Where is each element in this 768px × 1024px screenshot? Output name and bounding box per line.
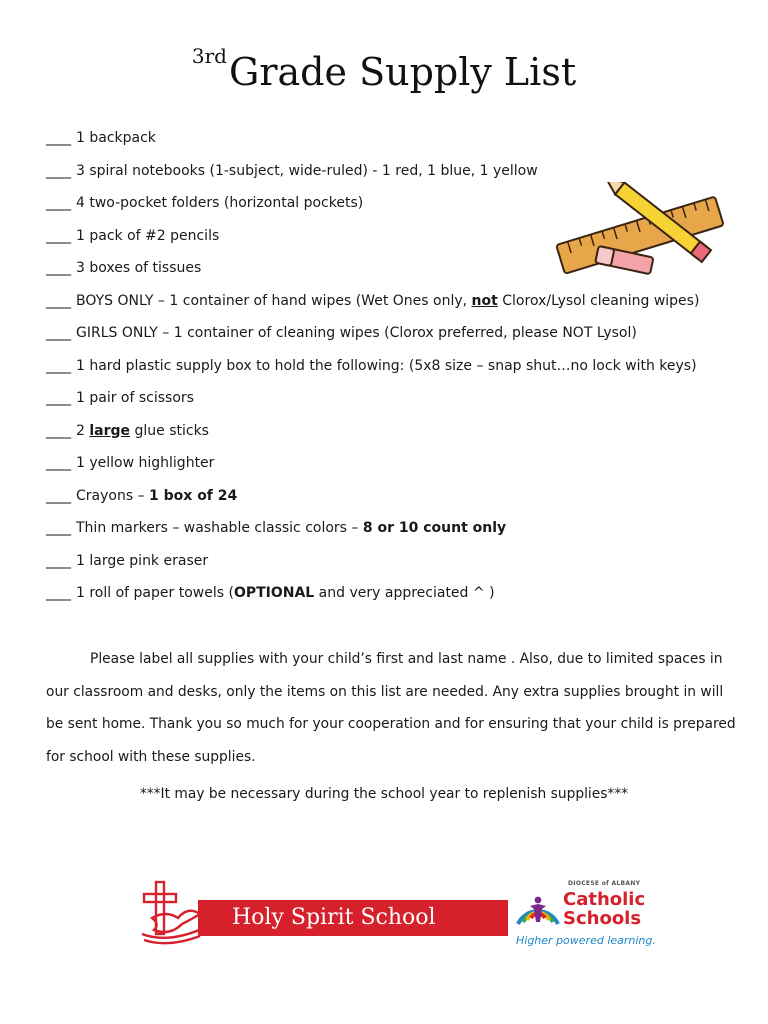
list-item: ____ Crayons – 1 box of 24: [46, 487, 238, 504]
list-item: ____ 1 yellow highlighter: [46, 455, 215, 471]
ruler-pencil-eraser-illustration: [552, 182, 728, 280]
list-item: ____ 1 pack of #2 pencils: [46, 227, 220, 244]
list-item: ____ GIRLS ONLY – 1 container of cleaning wipes (Clorox preferred, please NOT Lysol): [46, 325, 637, 341]
page-title: [0, 44, 768, 94]
list-item: ____ 1 pair of scissors: [46, 390, 194, 406]
list-item: ____ 1 backpack: [46, 130, 156, 146]
catholic-schools-logo: [512, 878, 564, 936]
school-name: Holy Spirit School: [232, 905, 436, 930]
replenish-note: ***It may be necessary during the school year to replenish supplies***: [139, 786, 629, 802]
catholic-schools-tagline: Higher powered learning.: [516, 934, 656, 947]
instructions-paragraph: Please label all supplies with your child’s first and last name . Also, due to limited spaces in our classroom and desks, only the items on this list are needed. Any extra supplies brought in will be sent home. Thank you so much for your cooperation and for ensuring that your child is prepared for school with these supplies.: [46, 651, 736, 765]
list-item: ____ BOYS ONLY – 1 container of hand wipes (Wet Ones only, not Clorox/Lysol cleaning wipes): [46, 292, 700, 309]
list-item: ____ 3 boxes of tissues: [46, 260, 202, 276]
list-item: ____ 2 large glue sticks: [46, 422, 209, 439]
list-item: ____ 3 spiral notebooks (1-subject, wide-ruled) - 1 red, 1 blue, 1 yellow: [46, 162, 538, 179]
title-text: Grade Supply List: [229, 50, 577, 94]
title-ordinal: 3rd: [191, 44, 227, 68]
catholic-schools-name: Catholic Schools: [563, 889, 646, 929]
list-item: ____ 4 two-pocket folders (horizontal pockets): [46, 195, 364, 211]
list-item: ____ 1 hard plastic supply box to hold the following: (5x8 size – snap shut…no lock with keys): [46, 357, 697, 374]
list-item: ____ 1 large pink eraser: [46, 552, 209, 569]
list-item: ____ 1 roll of paper towels (OPTIONAL and very appreciated ^ ): [46, 585, 495, 601]
list-item: ____ Thin markers – washable classic colors – 8 or 10 count only: [46, 520, 507, 536]
diocese-label: DIOCESE of ALBANY: [568, 880, 641, 887]
